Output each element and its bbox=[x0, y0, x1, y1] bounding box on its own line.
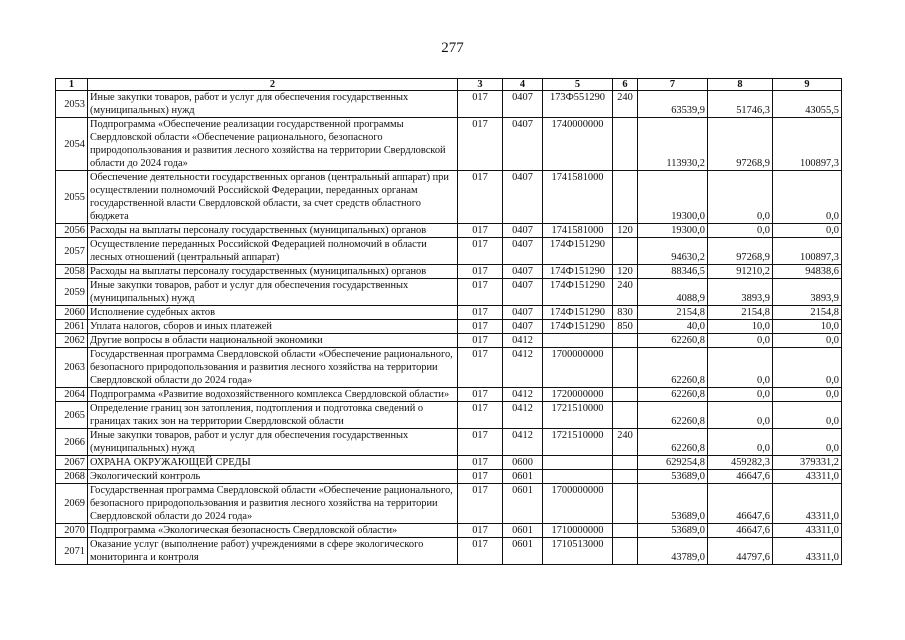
target-article-code: 1700000000 bbox=[543, 484, 613, 524]
amount-year-2: 0,0 bbox=[708, 429, 773, 456]
amount-year-3: 0,0 bbox=[773, 402, 842, 429]
table-row bbox=[56, 334, 842, 348]
amount-year-1: 40,0 bbox=[638, 320, 708, 334]
amount-year-1: 62260,8 bbox=[638, 334, 708, 348]
expense-type-code bbox=[613, 456, 638, 470]
amount-year-1: 53689,0 bbox=[638, 470, 708, 484]
ministry-code: 017 bbox=[458, 484, 503, 524]
expense-type-code bbox=[613, 334, 638, 348]
row-name: Другие вопросы в области национальной экономики bbox=[88, 334, 458, 348]
section-code: 0407 bbox=[503, 238, 543, 265]
expense-type-code: 240 bbox=[613, 429, 638, 456]
table-row bbox=[56, 306, 842, 320]
table-header-row bbox=[56, 79, 842, 91]
target-article-code: 174Ф151290 bbox=[543, 306, 613, 320]
row-name: Подпрограмма «Экологическая безопасность Свердловской области» bbox=[88, 524, 458, 538]
row-number: 2053 bbox=[56, 91, 88, 118]
amount-year-2: 91210,2 bbox=[708, 265, 773, 279]
target-article-code: 174Ф151290 bbox=[543, 265, 613, 279]
amount-year-1: 62260,8 bbox=[638, 402, 708, 429]
target-article-code bbox=[543, 456, 613, 470]
section-code: 0407 bbox=[503, 91, 543, 118]
expense-type-code bbox=[613, 238, 638, 265]
section-code: 0407 bbox=[503, 279, 543, 306]
ministry-code: 017 bbox=[458, 224, 503, 238]
ministry-code: 017 bbox=[458, 402, 503, 429]
table-body bbox=[56, 91, 842, 565]
amount-year-3: 43311,0 bbox=[773, 484, 842, 524]
target-article-code: 1741581000 bbox=[543, 224, 613, 238]
amount-year-3: 3893,9 bbox=[773, 279, 842, 306]
amount-year-2: 0,0 bbox=[708, 402, 773, 429]
amount-year-2: 97268,9 bbox=[708, 118, 773, 171]
section-code: 0601 bbox=[503, 484, 543, 524]
row-name: Подпрограмма «Развитие водохозяйственного комплекса Свердловской области» bbox=[88, 388, 458, 402]
expense-type-code bbox=[613, 118, 638, 171]
expense-type-code: 240 bbox=[613, 91, 638, 118]
target-article-code: 174Ф151290 bbox=[543, 238, 613, 265]
row-number: 2065 bbox=[56, 402, 88, 429]
target-article-code bbox=[543, 470, 613, 484]
row-number: 2071 bbox=[56, 538, 88, 565]
expense-type-code bbox=[613, 348, 638, 388]
page-number: 277 bbox=[441, 40, 464, 56]
table-row bbox=[56, 171, 842, 224]
amount-year-3: 0,0 bbox=[773, 429, 842, 456]
table-row bbox=[56, 238, 842, 265]
ministry-code: 017 bbox=[458, 538, 503, 565]
row-number: 2059 bbox=[56, 279, 88, 306]
column-header: 6 bbox=[613, 79, 638, 91]
amount-year-3: 0,0 bbox=[773, 224, 842, 238]
row-name: Государственная программа Свердловской области «Обеспечение рационального, безопасного природопользования и развития лесного хозяйства на территории Свердловской области до 2024 года» bbox=[88, 484, 458, 524]
expense-type-code bbox=[613, 388, 638, 402]
amount-year-1: 62260,8 bbox=[638, 388, 708, 402]
row-name: Иные закупки товаров, работ и услуг для обеспечения государственных (муниципальных) нужд bbox=[88, 279, 458, 306]
section-code: 0407 bbox=[503, 118, 543, 171]
amount-year-2: 46647,6 bbox=[708, 470, 773, 484]
expense-type-code bbox=[613, 484, 638, 524]
amount-year-2: 10,0 bbox=[708, 320, 773, 334]
target-article-code: 1740000000 bbox=[543, 118, 613, 171]
row-name: Оказание услуг (выполнение работ) учреждениями в сфере экологического мониторинга и контроля bbox=[88, 538, 458, 565]
ministry-code: 017 bbox=[458, 320, 503, 334]
amount-year-2: 0,0 bbox=[708, 388, 773, 402]
section-code: 0407 bbox=[503, 320, 543, 334]
ministry-code: 017 bbox=[458, 334, 503, 348]
amount-year-3: 0,0 bbox=[773, 388, 842, 402]
amount-year-3: 43311,0 bbox=[773, 470, 842, 484]
amount-year-3: 100897,3 bbox=[773, 118, 842, 171]
target-article-code: 174Ф151290 bbox=[543, 320, 613, 334]
column-header: 1 bbox=[56, 79, 88, 91]
amount-year-3: 0,0 bbox=[773, 348, 842, 388]
expense-type-code: 850 bbox=[613, 320, 638, 334]
amount-year-2: 459282,3 bbox=[708, 456, 773, 470]
ministry-code: 017 bbox=[458, 279, 503, 306]
table-row bbox=[56, 224, 842, 238]
ministry-code: 017 bbox=[458, 456, 503, 470]
section-code: 0407 bbox=[503, 224, 543, 238]
amount-year-2: 46647,6 bbox=[708, 524, 773, 538]
amount-year-3: 0,0 bbox=[773, 171, 842, 224]
amount-year-1: 19300,0 bbox=[638, 224, 708, 238]
section-code: 0407 bbox=[503, 306, 543, 320]
amount-year-2: 0,0 bbox=[708, 171, 773, 224]
amount-year-2: 97268,9 bbox=[708, 238, 773, 265]
row-number: 2057 bbox=[56, 238, 88, 265]
target-article-code: 1710513000 bbox=[543, 538, 613, 565]
row-name: Обеспечение деятельности государственных органов (центральный аппарат) при осуществлении полномочий Российской Федерации, переданных органам государственной власти Свердловской области, за счет средств областного бюджета bbox=[88, 171, 458, 224]
amount-year-2: 51746,3 bbox=[708, 91, 773, 118]
section-code: 0601 bbox=[503, 538, 543, 565]
row-name: Осуществление переданных Российской Федерацией полномочий в области лесных отношений (центральный аппарат) bbox=[88, 238, 458, 265]
section-code: 0412 bbox=[503, 348, 543, 388]
amount-year-2: 46647,6 bbox=[708, 484, 773, 524]
table-row bbox=[56, 484, 842, 524]
table-row bbox=[56, 456, 842, 470]
row-number: 2061 bbox=[56, 320, 88, 334]
row-number: 2058 bbox=[56, 265, 88, 279]
amount-year-3: 379331,2 bbox=[773, 456, 842, 470]
table-row bbox=[56, 429, 842, 456]
expense-type-code: 120 bbox=[613, 265, 638, 279]
table-row bbox=[56, 388, 842, 402]
amount-year-1: 53689,0 bbox=[638, 484, 708, 524]
target-article-code: 1721510000 bbox=[543, 402, 613, 429]
table-row bbox=[56, 265, 842, 279]
expense-type-code bbox=[613, 524, 638, 538]
table-row bbox=[56, 348, 842, 388]
expense-type-code bbox=[613, 538, 638, 565]
amount-year-3: 43311,0 bbox=[773, 538, 842, 565]
table-row bbox=[56, 91, 842, 118]
row-name: Экологический контроль bbox=[88, 470, 458, 484]
target-article-code: 174Ф151290 bbox=[543, 279, 613, 306]
ministry-code: 017 bbox=[458, 388, 503, 402]
amount-year-2: 0,0 bbox=[708, 348, 773, 388]
row-name: Расходы на выплаты персоналу государственных (муниципальных) органов bbox=[88, 265, 458, 279]
expense-type-code: 830 bbox=[613, 306, 638, 320]
row-name: Подпрограмма «Обеспечение реализации государственной программы Свердловской области «Обеспечение рационального, безопасного природопользования и развития лесного хозяйства на территории Свердловской области до 2024 года» bbox=[88, 118, 458, 171]
amount-year-3: 43055,5 bbox=[773, 91, 842, 118]
table-row bbox=[56, 524, 842, 538]
section-code: 0600 bbox=[503, 456, 543, 470]
row-number: 2064 bbox=[56, 388, 88, 402]
amount-year-1: 629254,8 bbox=[638, 456, 708, 470]
table-row bbox=[56, 402, 842, 429]
ministry-code: 017 bbox=[458, 348, 503, 388]
amount-year-1: 63539,9 bbox=[638, 91, 708, 118]
row-name: Определение границ зон затопления, подтопления и подготовка сведений о границах таких зон на территории Свердловской области bbox=[88, 402, 458, 429]
budget-table bbox=[55, 78, 842, 565]
amount-year-3: 94838,6 bbox=[773, 265, 842, 279]
amount-year-3: 100897,3 bbox=[773, 238, 842, 265]
amount-year-1: 62260,8 bbox=[638, 348, 708, 388]
row-number: 2056 bbox=[56, 224, 88, 238]
table-row bbox=[56, 320, 842, 334]
section-code: 0407 bbox=[503, 265, 543, 279]
row-name: Уплата налогов, сборов и иных платежей bbox=[88, 320, 458, 334]
amount-year-1: 88346,5 bbox=[638, 265, 708, 279]
table-row bbox=[56, 470, 842, 484]
ministry-code: 017 bbox=[458, 91, 503, 118]
column-header: 4 bbox=[503, 79, 543, 91]
ministry-code: 017 bbox=[458, 265, 503, 279]
amount-year-2: 0,0 bbox=[708, 224, 773, 238]
row-name: Исполнение судебных актов bbox=[88, 306, 458, 320]
row-name: Иные закупки товаров, работ и услуг для обеспечения государственных (муниципальных) нужд bbox=[88, 429, 458, 456]
row-name: Расходы на выплаты персоналу государственных (муниципальных) органов bbox=[88, 224, 458, 238]
column-header: 5 bbox=[543, 79, 613, 91]
amount-year-1: 2154,8 bbox=[638, 306, 708, 320]
amount-year-3: 43311,0 bbox=[773, 524, 842, 538]
section-code: 0412 bbox=[503, 402, 543, 429]
amount-year-3: 10,0 bbox=[773, 320, 842, 334]
ministry-code: 017 bbox=[458, 171, 503, 224]
amount-year-1: 19300,0 bbox=[638, 171, 708, 224]
amount-year-1: 62260,8 bbox=[638, 429, 708, 456]
target-article-code bbox=[543, 334, 613, 348]
column-header: 9 bbox=[773, 79, 842, 91]
table-row bbox=[56, 279, 842, 306]
amount-year-1: 4088,9 bbox=[638, 279, 708, 306]
expense-type-code bbox=[613, 402, 638, 429]
target-article-code: 1710000000 bbox=[543, 524, 613, 538]
amount-year-1: 43789,0 bbox=[638, 538, 708, 565]
section-code: 0407 bbox=[503, 171, 543, 224]
expense-type-code: 240 bbox=[613, 279, 638, 306]
row-number: 2067 bbox=[56, 456, 88, 470]
row-number: 2060 bbox=[56, 306, 88, 320]
row-number: 2069 bbox=[56, 484, 88, 524]
column-header: 2 bbox=[88, 79, 458, 91]
ministry-code: 017 bbox=[458, 470, 503, 484]
expense-type-code bbox=[613, 171, 638, 224]
table-row bbox=[56, 118, 842, 171]
target-article-code: 173Ф551290 bbox=[543, 91, 613, 118]
target-article-code: 1720000000 bbox=[543, 388, 613, 402]
section-code: 0412 bbox=[503, 334, 543, 348]
amount-year-1: 53689,0 bbox=[638, 524, 708, 538]
ministry-code: 017 bbox=[458, 118, 503, 171]
ministry-code: 017 bbox=[458, 429, 503, 456]
row-name: Государственная программа Свердловской области «Обеспечение рационального, безопасного природопользования и развития лесного хозяйства на территории Свердловской области до 2024 года» bbox=[88, 348, 458, 388]
row-number: 2055 bbox=[56, 171, 88, 224]
amount-year-2: 2154,8 bbox=[708, 306, 773, 320]
row-name: Иные закупки товаров, работ и услуг для обеспечения государственных (муниципальных) нужд bbox=[88, 91, 458, 118]
section-code: 0412 bbox=[503, 388, 543, 402]
amount-year-3: 0,0 bbox=[773, 334, 842, 348]
target-article-code: 1741581000 bbox=[543, 171, 613, 224]
ministry-code: 017 bbox=[458, 524, 503, 538]
ministry-code: 017 bbox=[458, 306, 503, 320]
target-article-code: 1700000000 bbox=[543, 348, 613, 388]
section-code: 0412 bbox=[503, 429, 543, 456]
row-number: 2062 bbox=[56, 334, 88, 348]
column-header: 3 bbox=[458, 79, 503, 91]
amount-year-1: 113930,2 bbox=[638, 118, 708, 171]
section-code: 0601 bbox=[503, 470, 543, 484]
column-header: 7 bbox=[638, 79, 708, 91]
row-number: 2066 bbox=[56, 429, 88, 456]
amount-year-2: 44797,6 bbox=[708, 538, 773, 565]
amount-year-2: 3893,9 bbox=[708, 279, 773, 306]
row-number: 2054 bbox=[56, 118, 88, 171]
expense-type-code bbox=[613, 470, 638, 484]
row-name: ОХРАНА ОКРУЖАЮЩЕЙ СРЕДЫ bbox=[88, 456, 458, 470]
amount-year-3: 2154,8 bbox=[773, 306, 842, 320]
table-row bbox=[56, 538, 842, 565]
amount-year-2: 0,0 bbox=[708, 334, 773, 348]
section-code: 0601 bbox=[503, 524, 543, 538]
target-article-code: 1721510000 bbox=[543, 429, 613, 456]
row-number: 2070 bbox=[56, 524, 88, 538]
ministry-code: 017 bbox=[458, 238, 503, 265]
amount-year-1: 94630,2 bbox=[638, 238, 708, 265]
row-number: 2068 bbox=[56, 470, 88, 484]
row-number: 2063 bbox=[56, 348, 88, 388]
column-header: 8 bbox=[708, 79, 773, 91]
expense-type-code: 120 bbox=[613, 224, 638, 238]
